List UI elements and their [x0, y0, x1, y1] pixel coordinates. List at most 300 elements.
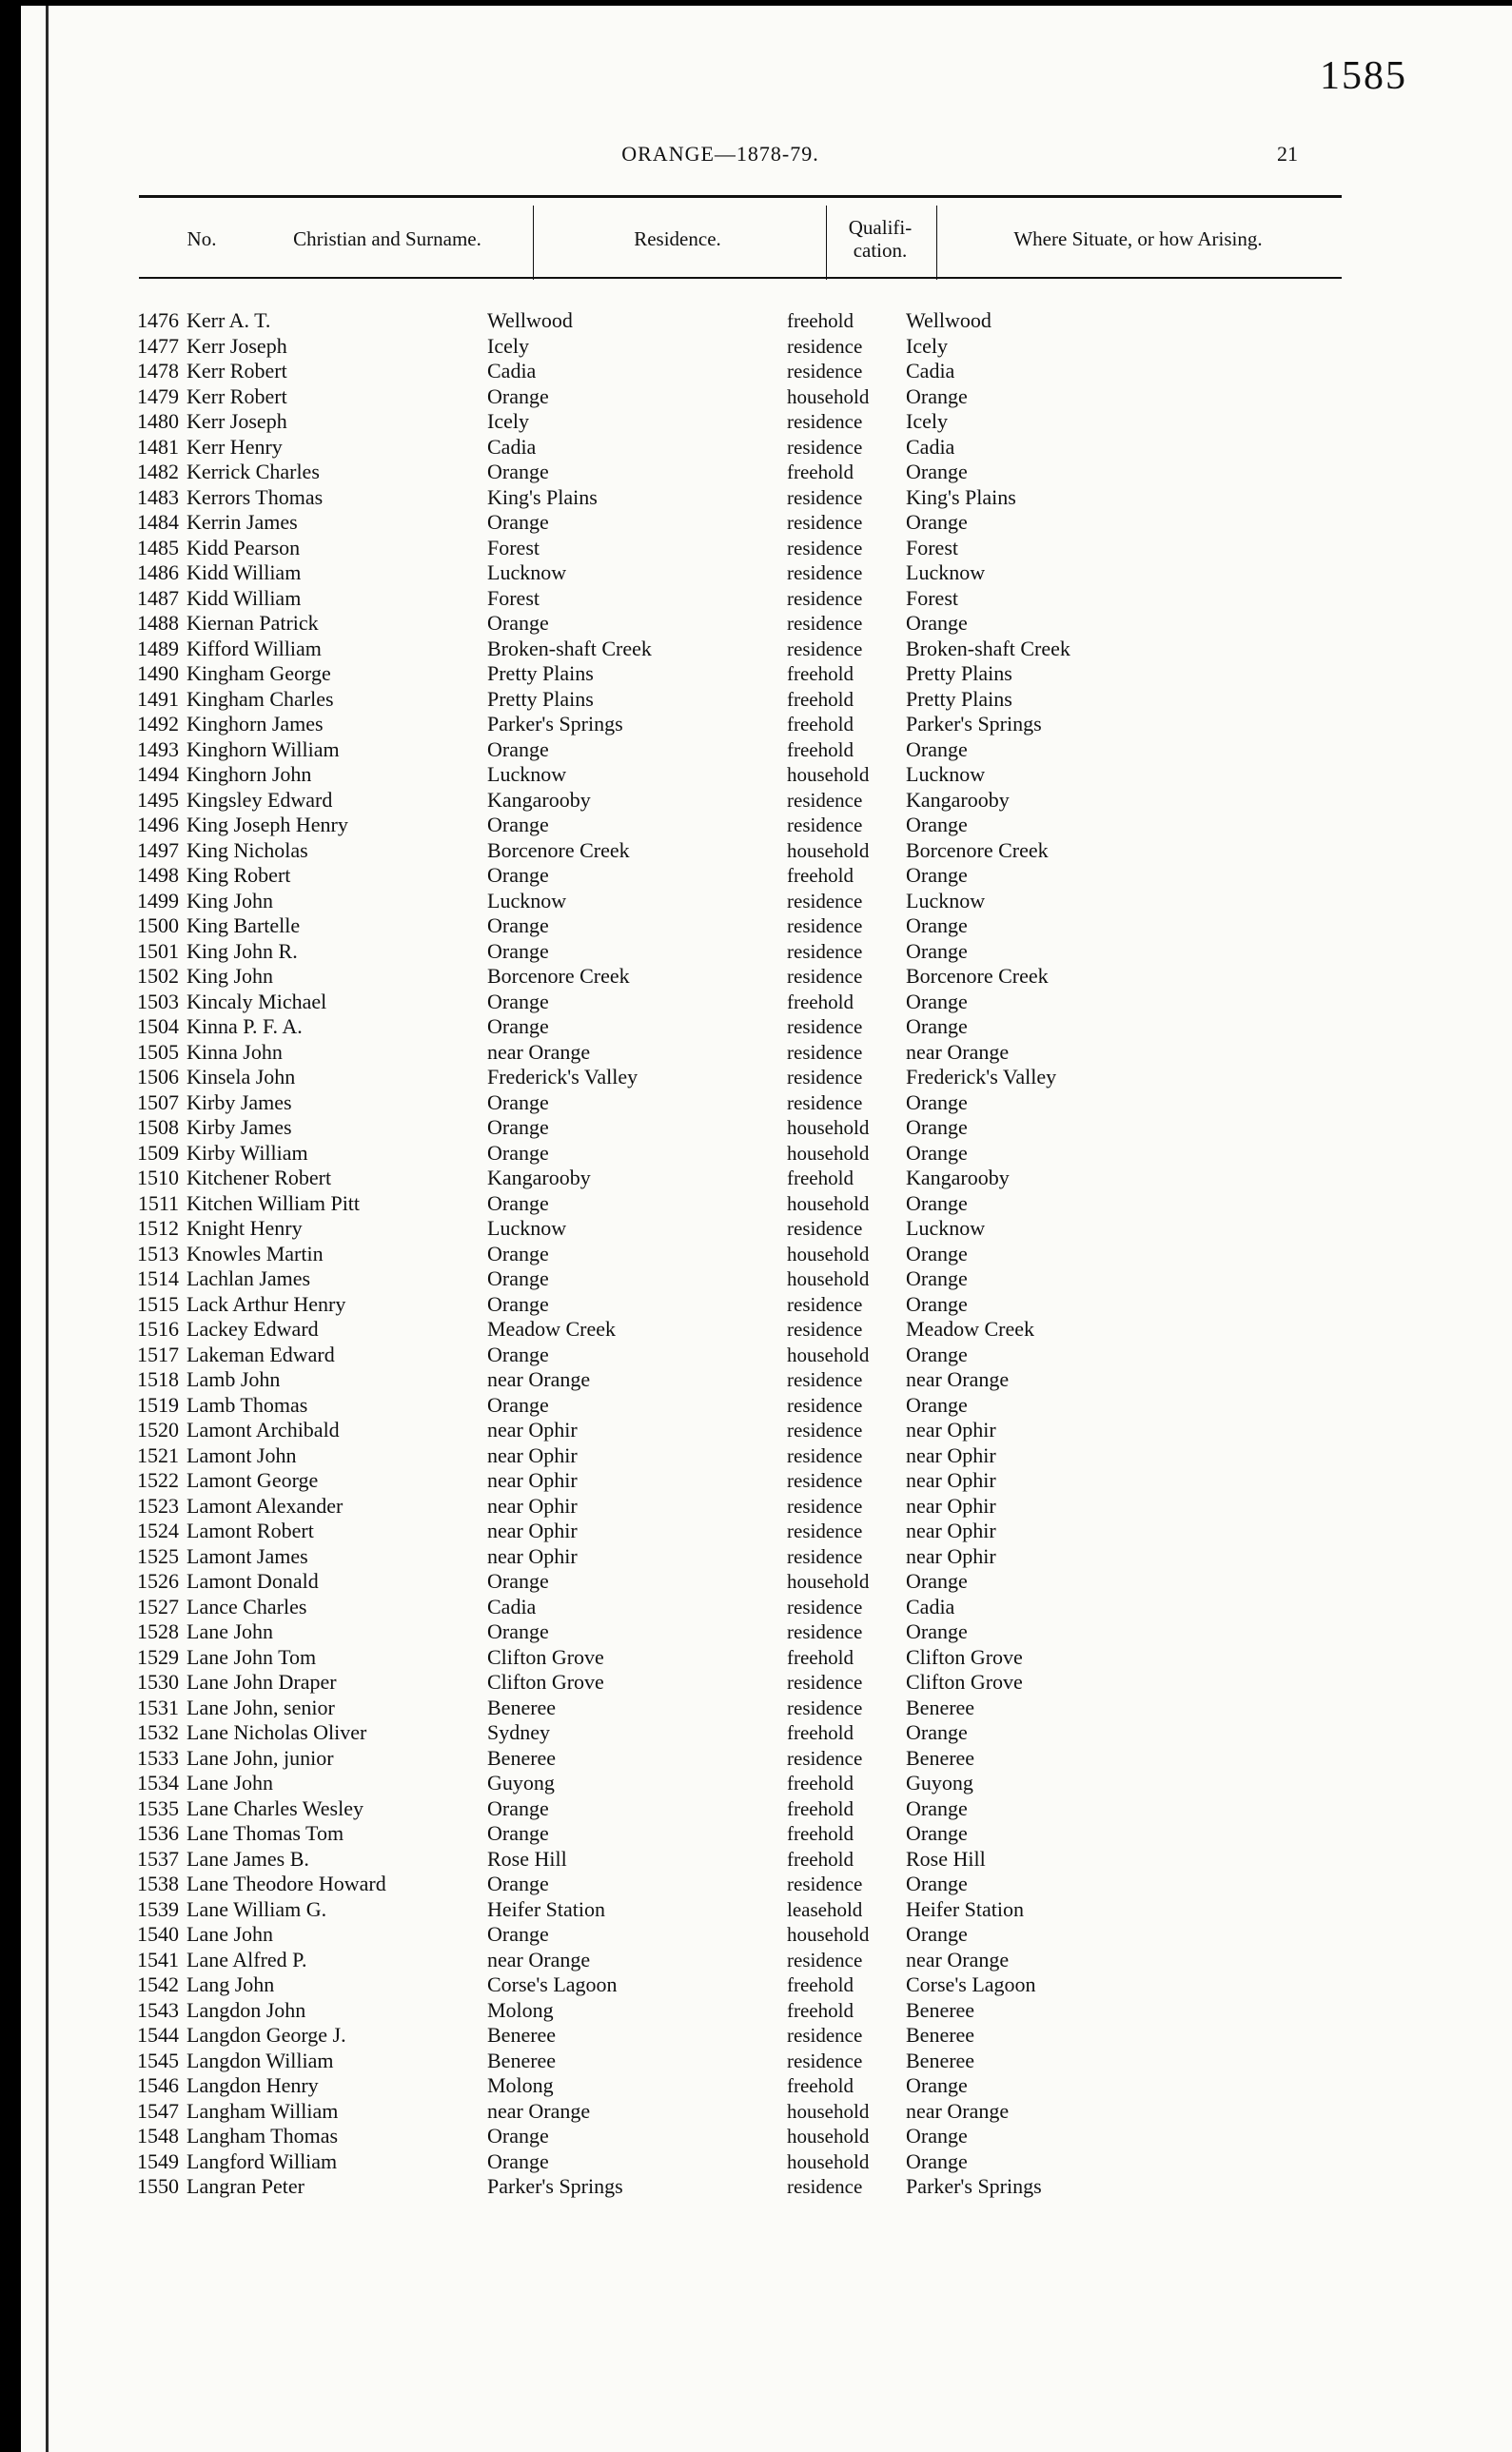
table-row: [21, 1972, 1512, 1998]
elector-name: Kerrin James: [187, 510, 298, 534]
where-situate-cell: near Ophir: [906, 1519, 996, 1542]
residence-cell: Lucknow: [487, 888, 567, 912]
row-number: 1545: [137, 2048, 179, 2072]
row-number: 1534: [137, 1771, 179, 1795]
elector-name: Langford William: [187, 2148, 338, 2173]
residence-cell: Orange: [487, 1795, 549, 1820]
row-number: 1515: [137, 1291, 179, 1316]
qualification-cell: residence: [787, 1040, 863, 1064]
qualification-cell: residence: [787, 561, 863, 584]
table-row: [21, 712, 1512, 737]
residence-cell: Orange: [487, 1241, 549, 1265]
table-row: [21, 308, 1512, 334]
table-row: [21, 1292, 1512, 1318]
qualification-cell: household: [787, 838, 870, 862]
residence-cell: Guyong: [487, 1771, 555, 1795]
elector-name: Kidd Pearson: [187, 535, 301, 559]
elector-name: Lakeman Edward: [187, 1342, 335, 1366]
table-row: [21, 2049, 1512, 2074]
residence-cell: Orange: [487, 1291, 549, 1316]
row-number: 1539: [137, 1896, 179, 1921]
where-situate-cell: near Orange: [906, 2098, 1010, 2123]
elector-name: Kerr Henry: [187, 434, 283, 459]
residence-cell: Orange: [487, 913, 549, 937]
table-row: [21, 939, 1512, 965]
where-situate-cell: Orange: [906, 913, 968, 937]
elector-name: Kifford William: [187, 636, 322, 660]
elector-name: Lane John, senior: [187, 1695, 335, 1719]
where-situate-cell: Icely: [906, 409, 948, 433]
table-row: [21, 863, 1512, 889]
where-situate-cell: King's Plains: [906, 484, 1016, 509]
elector-name: Lamb Thomas: [187, 1392, 308, 1417]
elector-name: Lamont Archibald: [187, 1418, 340, 1442]
row-number: 1496: [137, 813, 179, 836]
where-situate-cell: Orange: [906, 2073, 968, 2097]
table-row: [21, 536, 1512, 561]
row-number: 1512: [137, 1216, 179, 1240]
residence-cell: Orange: [487, 1342, 549, 1366]
qualification-cell: residence: [787, 1393, 863, 1417]
row-number: 1479: [137, 383, 179, 408]
table-row: [21, 1266, 1512, 1292]
row-number: 1490: [137, 661, 179, 685]
table-row: [21, 813, 1512, 838]
row-number: 1521: [137, 1442, 179, 1467]
where-situate-cell: Heifer Station: [906, 1896, 1025, 1921]
where-situate-cell: Orange: [906, 1115, 968, 1139]
table-row: [21, 1343, 1512, 1368]
row-number: 1501: [137, 938, 179, 963]
qualification-cell: freehold: [787, 1796, 854, 1820]
row-number: 1481: [137, 434, 179, 459]
qualification-cell: residence: [787, 1544, 863, 1568]
elector-name: King John: [187, 964, 274, 988]
qualification-cell: residence: [787, 1595, 863, 1618]
table-row: [21, 1720, 1512, 1746]
row-number: 1523: [137, 1493, 179, 1518]
elector-name: Kitchen William Pitt: [187, 1190, 361, 1215]
residence-cell: near Ophir: [487, 1543, 578, 1568]
qualification-cell: freehold: [787, 737, 854, 761]
qualification-cell: residence: [787, 435, 863, 459]
header-rule-top: [139, 195, 1342, 198]
residence-cell: near Orange: [487, 1039, 591, 1064]
row-number: 1486: [137, 560, 179, 584]
qualification-cell: freehold: [787, 990, 854, 1013]
table-row: [21, 838, 1512, 864]
residence-cell: Orange: [487, 2124, 549, 2148]
elector-name: Lane William G.: [187, 1896, 327, 1921]
residence-cell: Molong: [487, 2073, 554, 2097]
table-row: [21, 1090, 1512, 1116]
table-row: [21, 586, 1512, 612]
residence-cell: Orange: [487, 938, 549, 963]
where-situate-cell: Forest: [906, 585, 958, 610]
row-number: 1550: [137, 2174, 179, 2198]
where-situate-cell: Kangarooby: [906, 787, 1010, 812]
table-row: [21, 1443, 1512, 1469]
table-row: [21, 788, 1512, 814]
elector-name: Knight Henry: [187, 1216, 303, 1240]
elector-name: Kinna P. F. A.: [187, 1014, 303, 1038]
where-situate-cell: Orange: [906, 1619, 968, 1643]
table-row: [21, 2174, 1512, 2200]
elector-name: Lamont James: [187, 1543, 308, 1568]
elector-name: Kirby James: [187, 1115, 292, 1139]
elector-name: Kidd William: [187, 585, 302, 610]
qualification-cell: residence: [787, 1292, 863, 1316]
table-row: [21, 384, 1512, 410]
row-number: 1549: [137, 2148, 179, 2173]
where-situate-cell: Lucknow: [906, 1216, 986, 1240]
qualification-cell: residence: [787, 511, 863, 534]
residence-cell: Parker's Springs: [487, 2174, 623, 2198]
where-situate-cell: Cadia: [906, 1594, 955, 1618]
table-row: [21, 1519, 1512, 1544]
residence-cell: Beneree: [487, 2023, 557, 2047]
row-number: 1478: [137, 359, 179, 383]
qualification-cell: household: [787, 384, 870, 408]
qualification-cell: freehold: [787, 1973, 854, 1996]
sheet-number: 21: [1277, 142, 1298, 166]
elector-name: Kirby William: [187, 1140, 308, 1165]
qualification-cell: household: [787, 1570, 870, 1593]
where-situate-cell: Orange: [906, 1872, 968, 1895]
elector-name: Lane Theodore Howard: [187, 1872, 386, 1895]
residence-cell: near Orange: [487, 2098, 591, 2123]
elector-name: Kerr A. T.: [187, 308, 271, 332]
elector-name: Lane Thomas Tom: [187, 1821, 344, 1845]
where-situate-cell: Orange: [906, 1266, 968, 1290]
column-header-qualification: Qualifi- cation.: [848, 215, 913, 262]
residence-cell: Orange: [487, 1089, 549, 1114]
residence-cell: Borcenore Creek: [487, 837, 630, 862]
elector-name: King Bartelle: [187, 913, 301, 937]
residence-cell: Frederick's Valley: [487, 1065, 638, 1089]
row-number: 1526: [137, 1569, 179, 1593]
residence-cell: Cadia: [487, 434, 537, 459]
elector-name: Lack Arthur Henry: [187, 1291, 346, 1316]
qualification-cell: household: [787, 1191, 870, 1215]
row-number: 1541: [137, 1947, 179, 1971]
row-number: 1516: [137, 1317, 179, 1341]
where-situate-cell: Beneree: [906, 1695, 975, 1719]
residence-cell: Lucknow: [487, 762, 567, 786]
table-row: [21, 637, 1512, 662]
elector-name: Lamont Robert: [187, 1519, 314, 1542]
qualification-cell: residence: [787, 2024, 863, 2047]
where-situate-cell: Orange: [906, 1089, 968, 1114]
where-situate-cell: Orange: [906, 1291, 968, 1316]
table-row: [21, 1367, 1512, 1393]
elector-name: Kirby James: [187, 1089, 292, 1114]
where-situate-cell: Parker's Springs: [906, 2174, 1042, 2198]
residence-cell: near Ophir: [487, 1468, 578, 1492]
where-situate-cell: Lucknow: [906, 560, 986, 584]
qualification-cell: household: [787, 1242, 870, 1265]
row-number: 1535: [137, 1795, 179, 1820]
elector-name: Kerr Joseph: [187, 333, 287, 358]
residence-cell: Orange: [487, 813, 549, 836]
table-row: [21, 611, 1512, 637]
table-row: [21, 1115, 1512, 1141]
elector-name: Lane John: [187, 1922, 274, 1946]
qualification-cell: freehold: [787, 1998, 854, 2022]
residence-cell: near Orange: [487, 1367, 591, 1391]
qualification-cell: residence: [787, 1746, 863, 1770]
where-situate-cell: Orange: [906, 510, 968, 534]
table-row: [21, 510, 1512, 536]
residence-cell: near Ophir: [487, 1418, 578, 1442]
qualification-cell: freehold: [787, 2074, 854, 2097]
row-number: 1505: [137, 1039, 179, 1064]
residence-cell: Forest: [487, 585, 540, 610]
row-number: 1530: [137, 1670, 179, 1694]
table-row: [21, 1393, 1512, 1419]
residence-cell: Clifton Grove: [487, 1644, 604, 1669]
residence-cell: Orange: [487, 1922, 549, 1946]
elector-name: Lane John: [187, 1619, 274, 1643]
where-situate-cell: Parker's Springs: [906, 712, 1042, 736]
table-row: [21, 687, 1512, 713]
residence-cell: Orange: [487, 1266, 549, 1290]
row-number: 1485: [137, 535, 179, 559]
elector-name: Kincaly Michael: [187, 989, 327, 1013]
elector-name: Kinghorn James: [187, 712, 324, 736]
residence-cell: Orange: [487, 736, 549, 761]
qualification-cell: household: [787, 1267, 870, 1290]
qualification-cell: household: [787, 1116, 870, 1139]
table-row: [21, 1696, 1512, 1721]
qualification-cell: freehold: [787, 713, 854, 736]
elector-name: Lane John: [187, 1771, 274, 1795]
row-number: 1533: [137, 1745, 179, 1770]
elector-name: Langdon Henry: [187, 2073, 319, 2097]
qualification-cell: leasehold: [787, 1897, 863, 1921]
where-situate-cell: Guyong: [906, 1771, 973, 1795]
elector-name: Lackey Edward: [187, 1317, 319, 1341]
qualification-cell: residence: [787, 1948, 863, 1971]
where-situate-cell: Orange: [906, 611, 968, 635]
row-number: 1491: [137, 686, 179, 711]
table-row: [21, 1242, 1512, 1267]
elector-name: Lane Nicholas Oliver: [187, 1720, 367, 1744]
column-divider: [826, 206, 827, 280]
qualification-cell: freehold: [787, 1847, 854, 1871]
where-situate-cell: Orange: [906, 1922, 968, 1946]
residence-cell: Orange: [487, 1014, 549, 1038]
row-number: 1542: [137, 1972, 179, 1996]
row-number: 1524: [137, 1519, 179, 1542]
table-row: [21, 1040, 1512, 1066]
table-row: [21, 435, 1512, 461]
qualification-cell: residence: [787, 1368, 863, 1391]
row-number: 1507: [137, 1089, 179, 1114]
elector-name: Lane John, junior: [187, 1745, 334, 1770]
where-situate-cell: Orange: [906, 938, 968, 963]
qualification-cell: residence: [787, 637, 863, 660]
row-number: 1510: [137, 1166, 179, 1189]
row-number: 1482: [137, 460, 179, 483]
column-header-where: Where Situate, or how Arising.: [1013, 226, 1263, 250]
page-number: 1585: [1320, 54, 1407, 98]
column-divider: [936, 206, 937, 280]
residence-cell: Beneree: [487, 1745, 557, 1770]
table-row: [21, 762, 1512, 788]
row-number: 1508: [137, 1115, 179, 1139]
residence-cell: Orange: [487, 611, 549, 635]
elector-name: Kinghorn William: [187, 736, 340, 761]
where-situate-cell: Orange: [906, 989, 968, 1013]
row-number: 1538: [137, 1872, 179, 1895]
row-number: 1522: [137, 1468, 179, 1492]
residence-cell: Orange: [487, 1872, 549, 1895]
table-row: [21, 460, 1512, 485]
where-situate-cell: Orange: [906, 1821, 968, 1845]
residence-cell: Orange: [487, 989, 549, 1013]
qualification-cell: residence: [787, 814, 863, 836]
where-situate-cell: Orange: [906, 1241, 968, 1265]
elector-name: Langdon George J.: [187, 2023, 346, 2047]
elector-name: Langham William: [187, 2098, 339, 2123]
elector-name: Kerr Robert: [187, 383, 287, 408]
qualification-cell: residence: [787, 1015, 863, 1038]
table-row: [21, 409, 1512, 435]
elector-name: King John: [187, 888, 274, 912]
table-row: [21, 2124, 1512, 2149]
elector-name: Lamb John: [187, 1367, 281, 1391]
row-number: 1518: [137, 1367, 179, 1391]
residence-cell: Clifton Grove: [487, 1670, 604, 1694]
row-number: 1488: [137, 611, 179, 635]
row-number: 1498: [137, 863, 179, 887]
elector-name: Kidd William: [187, 560, 302, 584]
qualification-cell: residence: [787, 1620, 863, 1643]
row-number: 1499: [137, 888, 179, 912]
where-situate-cell: Clifton Grove: [906, 1670, 1023, 1694]
elector-name: Lane John Tom: [187, 1644, 317, 1669]
row-number: 1528: [137, 1619, 179, 1643]
table-row: [21, 1544, 1512, 1570]
where-situate-cell: Orange: [906, 1190, 968, 1215]
where-situate-cell: Orange: [906, 736, 968, 761]
qualification-cell: freehold: [787, 309, 854, 332]
row-number: 1497: [137, 837, 179, 862]
qualification-cell: residence: [787, 1696, 863, 1719]
qualification-cell: freehold: [787, 1822, 854, 1845]
row-number: 1489: [137, 636, 179, 660]
column-header-no: No.: [187, 226, 217, 250]
residence-cell: Orange: [487, 863, 549, 887]
table-row: [21, 1619, 1512, 1645]
where-situate-cell: near Orange: [906, 1367, 1010, 1391]
where-situate-cell: Orange: [906, 383, 968, 408]
where-situate-cell: Meadow Creek: [906, 1317, 1035, 1341]
residence-cell: Orange: [487, 383, 549, 408]
qualification-cell: freehold: [787, 1167, 854, 1189]
qualification-cell: residence: [787, 1217, 863, 1240]
where-situate-cell: Orange: [906, 2124, 968, 2148]
qualification-cell: residence: [787, 536, 863, 559]
qualification-cell: residence: [787, 1873, 863, 1895]
table-row: [21, 2023, 1512, 2049]
row-number: 1514: [137, 1266, 179, 1290]
where-situate-cell: Orange: [906, 460, 968, 483]
table-row: [21, 1922, 1512, 1948]
elector-name: Lane James B.: [187, 1846, 309, 1871]
qualification-cell: residence: [787, 1494, 863, 1518]
qualification-cell: household: [787, 1141, 870, 1165]
where-situate-cell: Orange: [906, 1342, 968, 1366]
where-situate-cell: Orange: [906, 1140, 968, 1165]
elector-name: Kerr Joseph: [187, 409, 287, 433]
where-situate-cell: Borcenore Creek: [906, 837, 1049, 862]
table-row: [21, 359, 1512, 384]
where-situate-cell: Beneree: [906, 2023, 975, 2047]
residence-cell: Parker's Springs: [487, 712, 623, 736]
row-number: 1477: [137, 333, 179, 358]
column-divider: [533, 206, 534, 280]
where-situate-cell: near Orange: [906, 1947, 1010, 1971]
row-number: 1529: [137, 1644, 179, 1669]
where-situate-cell: near Ophir: [906, 1543, 996, 1568]
table-row: [21, 1897, 1512, 1923]
row-number: 1537: [137, 1846, 179, 1871]
elector-name: Lane Charles Wesley: [187, 1795, 363, 1820]
residence-cell: Orange: [487, 1392, 549, 1417]
elector-name: Lamont George: [187, 1468, 319, 1492]
elector-name: Langdon William: [187, 2048, 334, 2072]
residence-cell: Orange: [487, 510, 549, 534]
row-number: 1492: [137, 712, 179, 736]
elector-name: Lachlan James: [187, 1266, 311, 1290]
residence-cell: Orange: [487, 1140, 549, 1165]
row-number: 1506: [137, 1065, 179, 1089]
elector-name: Lamont John: [187, 1442, 297, 1467]
table-row: [21, 1191, 1512, 1217]
table-row: [21, 661, 1512, 687]
elector-name: Knowles Martin: [187, 1241, 324, 1265]
table-row: [21, 1796, 1512, 1822]
residence-cell: near Ophir: [487, 1493, 578, 1518]
table-row: [21, 1771, 1512, 1796]
elector-name: Kingham George: [187, 661, 331, 685]
elector-name: Lang John: [187, 1972, 275, 1996]
qualification-cell: household: [787, 763, 870, 786]
qualification-cell: residence: [787, 965, 863, 988]
row-number: 1500: [137, 913, 179, 937]
row-number: 1513: [137, 1241, 179, 1265]
document-page: [21, 6, 1512, 2452]
qualification-cell: residence: [787, 1318, 863, 1341]
residence-cell: Lucknow: [487, 560, 567, 584]
where-situate-cell: Beneree: [906, 1997, 975, 2022]
elector-name: Kinsela John: [187, 1065, 296, 1089]
elector-name: Lane Alfred P.: [187, 1947, 307, 1971]
table-row: [21, 1872, 1512, 1897]
row-number: 1546: [137, 2073, 179, 2097]
residence-cell: Orange: [487, 1821, 549, 1845]
table-row: [21, 334, 1512, 360]
qualification-cell: household: [787, 2099, 870, 2123]
qualification-cell: freehold: [787, 1772, 854, 1795]
column-header-name: Christian and Surname.: [293, 226, 481, 250]
qualification-cell: residence: [787, 2049, 863, 2072]
residence-cell: near Ophir: [487, 1442, 578, 1467]
table-row: [21, 1141, 1512, 1167]
where-situate-cell: Orange: [906, 1720, 968, 1744]
